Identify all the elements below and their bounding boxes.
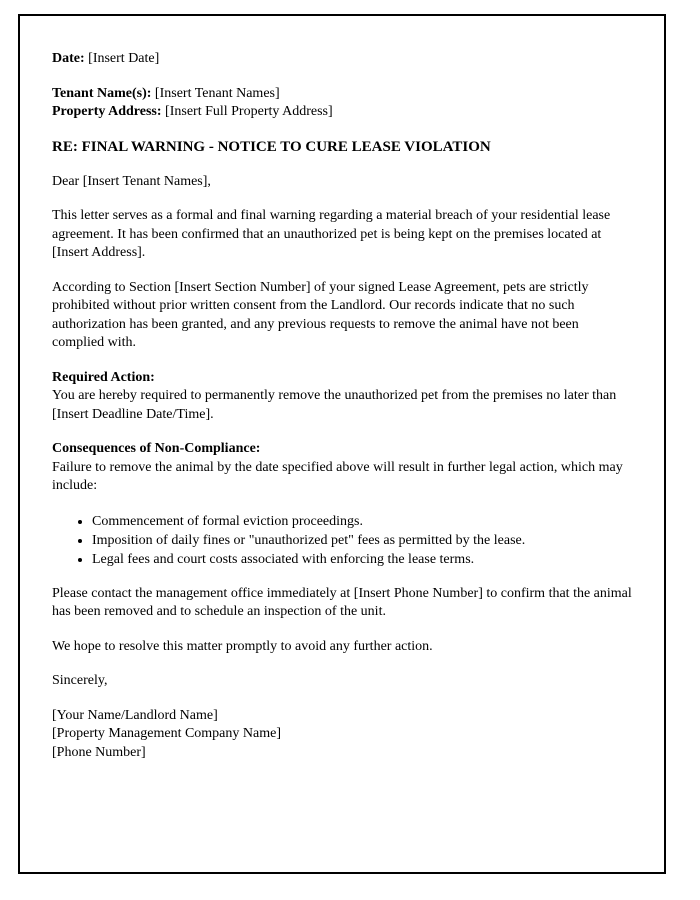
property-address-line bbox=[52, 103, 632, 122]
recipient-block bbox=[52, 85, 632, 122]
list-item: • Commencement of formal eviction proceedings. bbox=[92, 512, 632, 531]
consequences-list bbox=[52, 512, 632, 569]
property-address-label: Property Address: bbox=[52, 104, 162, 119]
paragraph-contact: Please contact the management office immediately at [Insert Phone Number] to confirm that the animal has been removed and to schedule an inspection of the unit. bbox=[52, 585, 632, 619]
paragraph-resolve: We hope to resolve this matter promptly to avoid any further action. bbox=[52, 638, 433, 654]
signature-block bbox=[52, 707, 632, 763]
date-line bbox=[52, 50, 632, 69]
signature-company: [Property Management Company Name] bbox=[52, 726, 281, 741]
required-action-block bbox=[52, 369, 632, 425]
consequences-intro: Failure to remove the animal by the date specified above will result in further legal action, which may include: bbox=[52, 459, 623, 493]
consequences-heading: Consequences of Non-Compliance: bbox=[52, 441, 261, 456]
property-address-value: [Insert Full Property Address] bbox=[161, 104, 333, 119]
list-item: • Legal fees and court costs associated with enforcing the lease terms. bbox=[92, 550, 632, 569]
required-action-heading: Required Action: bbox=[52, 369, 155, 385]
closing: Sincerely, bbox=[52, 673, 108, 688]
date-value: [Insert Date] bbox=[84, 51, 160, 66]
paragraph-lease-section: According to Section [Insert Section Number] of your signed Lease Agreement, pets are strictly prohibited without prior written consent from the Landlord. Our records indicate that no such authorization has been granted, and any previous requests to remove the animal have not been complied with. bbox=[52, 279, 589, 350]
subject-line: RE: FINAL WARNING - NOTICE TO CURE LEASE VIOLATION bbox=[52, 138, 491, 155]
tenant-name-label: Tenant Name(s): bbox=[52, 85, 152, 101]
date-label: Date: bbox=[52, 51, 85, 66]
required-action-body: You are hereby required to permanently remove the unauthorized pet from the premises no later than [Insert Deadline Date/Time]. bbox=[52, 388, 617, 422]
signature-name: [Your Name/Landlord Name] bbox=[52, 707, 218, 723]
consequences-block bbox=[52, 440, 632, 496]
tenant-name-value: [Insert Tenant Names] bbox=[151, 85, 280, 101]
paragraph-breach: This letter serves as a formal and final warning regarding a material breach of your residential lease agreement. It has been confirmed that an unauthorized pet is being kept on the premises located at [Insert Address]. bbox=[52, 208, 611, 260]
salutation: Dear [Insert Tenant Names], bbox=[52, 173, 211, 189]
letter-border-frame bbox=[18, 14, 666, 874]
tenant-name-line bbox=[52, 85, 632, 104]
signature-phone: [Phone Number] bbox=[52, 744, 146, 760]
list-item: • Imposition of daily fines or "unauthorized pet" fees as permitted by the lease. bbox=[92, 531, 632, 550]
